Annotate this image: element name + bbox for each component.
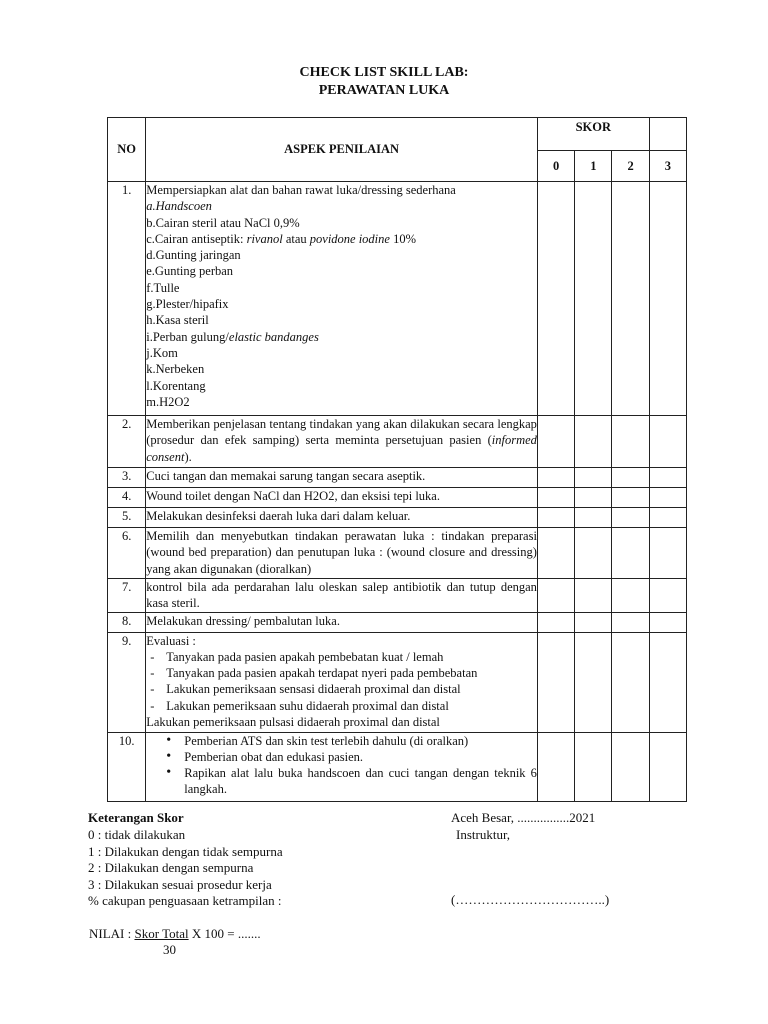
- score-cell-2: [612, 488, 649, 508]
- score-cell-0: [537, 579, 574, 613]
- instructor-signature-blank: (……………………………..): [451, 892, 610, 907]
- nilai-numerator: Skor Total: [134, 926, 189, 941]
- table-row: [108, 468, 687, 488]
- bullet-item: • Rapikan alat lalu buka handscoen dan cuci tangan dengan teknik 6 langkah.: [166, 765, 537, 798]
- aspect-subitem: [146, 263, 537, 279]
- score-cell-3: [649, 416, 686, 468]
- aspect-text: Memberikan penjelasan tentang tindakan yang akan dilakukan secara lengkap (prosedur dan efek samping) serta meminta persetujuan pasien (: [146, 417, 537, 448]
- nilai-suffix: X 100 = .......: [188, 926, 261, 941]
- row-number: 2.: [108, 416, 146, 468]
- score-cell-0: [537, 488, 574, 508]
- aspect-text: informed consent: [146, 433, 537, 464]
- header-skor-blank: [649, 118, 686, 151]
- aspect-text: ).: [184, 449, 192, 464]
- checklist-table: [107, 117, 687, 802]
- score-cell-3: [649, 182, 686, 416]
- bullet-item: • Pemberian ATS dan skin test terlebih dahulu (di oralkan): [166, 733, 537, 749]
- checklist-rows: [108, 182, 687, 802]
- bullet-item: • Pemberian obat dan edukasi pasien.: [166, 749, 537, 765]
- score-cell-2: [612, 416, 649, 468]
- keterangan-line: 3 : Dilakukan sesuai prosedur kerja: [88, 876, 272, 892]
- score-cell-0: [537, 528, 574, 579]
- keterangan-line: % cakupan penguasaan ketrampilan :: [88, 893, 282, 908]
- score-cell-0: [537, 468, 574, 488]
- score-cell-1: [575, 416, 612, 468]
- score-cell-1: [575, 579, 612, 613]
- row-aspect: Memilih dan menyebutkan tindakan perawatan luka : tindakan preparasi (wound bed preparation) dan penutupan luka : (wound closure and dressing) yang akan digunakan (dioralkan): [146, 528, 538, 579]
- keterangan-line: 0 : tidak dilakukan: [88, 827, 186, 842]
- score-cell-2: [612, 508, 649, 528]
- row-number: 7.: [108, 579, 146, 613]
- place-date: Aceh Besar, ................2021: [451, 810, 596, 825]
- row-number: 9.: [108, 632, 146, 732]
- row-aspect: Melakukan dressing/ pembalutan luka.: [146, 612, 538, 632]
- table-row: [108, 488, 687, 508]
- header-skor: SKOR: [537, 118, 649, 151]
- header-score-1: 1: [575, 151, 612, 182]
- score-cell-3: [649, 488, 686, 508]
- aspect-subitem: [146, 280, 537, 296]
- score-cell-1: [575, 468, 612, 488]
- bullet-list: [146, 733, 537, 798]
- aspect-subitem: [146, 231, 537, 247]
- row-number: 8.: [108, 612, 146, 632]
- aspect-subitem: [146, 361, 537, 377]
- aspect-subitem: [146, 329, 537, 345]
- aspect-subitem: [146, 247, 537, 263]
- score-cell-0: [537, 508, 574, 528]
- table-row: [108, 182, 687, 416]
- header-score-2: 2: [612, 151, 649, 182]
- score-cell-3: [649, 612, 686, 632]
- aspect-text: k.Nerbeken: [146, 362, 205, 377]
- aspect-text: rivanol: [246, 231, 283, 246]
- aspect-text: j.Kom: [146, 345, 178, 360]
- table-row: [108, 416, 687, 468]
- row-number: 1.: [108, 182, 146, 416]
- evaluation-item: - Tanyakan pada pasien apakah terdapat nyeri pada pembebatan: [150, 665, 537, 681]
- aspect-text: e.Gunting perban: [146, 264, 234, 279]
- keterangan-list: [88, 827, 283, 910]
- table-row: [108, 612, 687, 632]
- header-aspek-penilaian: ASPEK PENILAIAN: [146, 118, 538, 182]
- score-cell-2: [612, 468, 649, 488]
- score-cell-0: [537, 612, 574, 632]
- aspect-subitem: [146, 345, 537, 361]
- score-cell-1: [575, 732, 612, 801]
- aspect-text: i.Perban gulung/: [146, 329, 229, 344]
- row-aspect: kontrol bila ada perdarahan lalu oleskan salep antibiotik dan tutup dengan kasa steril.: [146, 580, 537, 611]
- score-cell-3: [649, 508, 686, 528]
- score-cell-2: [612, 612, 649, 632]
- document-subtitle: PERAWATAN LUKA: [318, 83, 450, 98]
- row-aspect: [146, 182, 538, 416]
- header-score-0: 0: [537, 151, 574, 182]
- keterangan-title: Keterangan Skor: [88, 810, 184, 825]
- score-cell-0: [537, 732, 574, 801]
- table-row: [108, 632, 687, 732]
- score-cell-2: [612, 579, 649, 613]
- evaluation-list: [146, 649, 537, 714]
- aspect-text: l.Korentang: [146, 378, 206, 393]
- score-cell-1: [575, 632, 612, 732]
- score-cell-2: [612, 182, 649, 416]
- score-cell-3: [649, 632, 686, 732]
- score-cell-1: [575, 612, 612, 632]
- nilai-formula: [89, 926, 261, 943]
- evaluation-tail: Lakukan pemeriksaan pulsasi didaerah proximal dan distal: [146, 715, 440, 730]
- aspect-text: elastic bandanges: [228, 329, 319, 344]
- row-number: 4.: [108, 488, 146, 508]
- score-cell-2: [612, 632, 649, 732]
- score-cell-1: [575, 488, 612, 508]
- score-cell-1: [575, 182, 612, 416]
- aspect-text: g.Plester/hipafix: [146, 297, 229, 312]
- aspect-subitem: [146, 215, 537, 231]
- aspect-intro: Evaluasi :: [146, 633, 196, 648]
- row-number: 3.: [108, 468, 146, 488]
- score-cell-0: [537, 632, 574, 732]
- evaluation-item: - Lakukan pemeriksaan suhu didaerah proximal dan distal: [150, 698, 537, 714]
- row-aspect: Wound toilet dengan NaCl dan H2O2, dan eksisi tepi luka.: [146, 488, 538, 508]
- aspect-subitem: [146, 296, 537, 312]
- score-cell-3: [649, 732, 686, 801]
- aspect-text: c.Cairan antiseptik:: [146, 231, 247, 246]
- aspect-text: povidone iodine: [309, 231, 390, 246]
- score-cell-3: [649, 579, 686, 613]
- row-number: 6.: [108, 528, 146, 579]
- score-cell-3: [649, 468, 686, 488]
- aspect-text: f.Tulle: [146, 280, 180, 295]
- header-score-3: 3: [649, 151, 686, 182]
- score-cell-2: [612, 732, 649, 801]
- row-aspect: Cuci tangan dan memakai sarung tangan secara aseptik.: [146, 468, 538, 488]
- row-aspect: [146, 632, 538, 732]
- aspect-subitem: [146, 378, 537, 394]
- aspect-intro: Mempersiapkan alat dan bahan rawat luka/dressing sederhana: [146, 183, 456, 197]
- table-row: [108, 732, 687, 801]
- aspect-subitem: [146, 312, 537, 328]
- table-row: [108, 579, 687, 613]
- keterangan-line: 2 : Dilakukan dengan sempurna: [88, 860, 254, 875]
- document-title: CHECK LIST SKILL LAB:: [299, 65, 469, 80]
- aspect-text: 10%: [389, 231, 417, 246]
- table-row: [108, 528, 687, 579]
- keterangan-line: 1 : Dilakukan dengan tidak sempurna: [88, 843, 283, 859]
- aspect-text: atau: [282, 231, 310, 246]
- row-aspect: Melakukan desinfeksi daerah luka dari dalam keluar.: [146, 508, 538, 528]
- table-row: [108, 508, 687, 528]
- nilai-denominator: 30: [163, 942, 176, 957]
- instructor-label: Instruktur,: [456, 827, 510, 842]
- evaluation-item: - Lakukan pemeriksaan sensasi didaerah proximal dan distal: [150, 681, 537, 697]
- aspect-text: b.Cairan steril atau NaCl 0,9%: [146, 215, 300, 230]
- score-cell-3: [649, 528, 686, 579]
- evaluation-item: - Tanyakan pada pasien apakah pembebatan kuat / lemah: [150, 649, 537, 665]
- aspect-text: a.Handscoen: [146, 199, 212, 214]
- row-aspect: [146, 416, 538, 468]
- aspect-text: h.Kasa steril: [146, 313, 209, 328]
- score-cell-0: [537, 182, 574, 416]
- row-aspect: [146, 732, 538, 801]
- aspect-text: d.Gunting jaringan: [146, 248, 241, 263]
- score-cell-0: [537, 416, 574, 468]
- nilai-prefix: NILAI :: [89, 926, 135, 941]
- row-number: 5.: [108, 508, 146, 528]
- score-cell-2: [612, 528, 649, 579]
- aspect-text: m.H2O2: [146, 394, 190, 409]
- score-cell-1: [575, 508, 612, 528]
- row-number: 10.: [108, 732, 146, 801]
- header-no: NO: [108, 118, 146, 182]
- score-cell-1: [575, 528, 612, 579]
- aspect-subitem: [146, 198, 537, 214]
- aspect-subitem: [146, 394, 537, 410]
